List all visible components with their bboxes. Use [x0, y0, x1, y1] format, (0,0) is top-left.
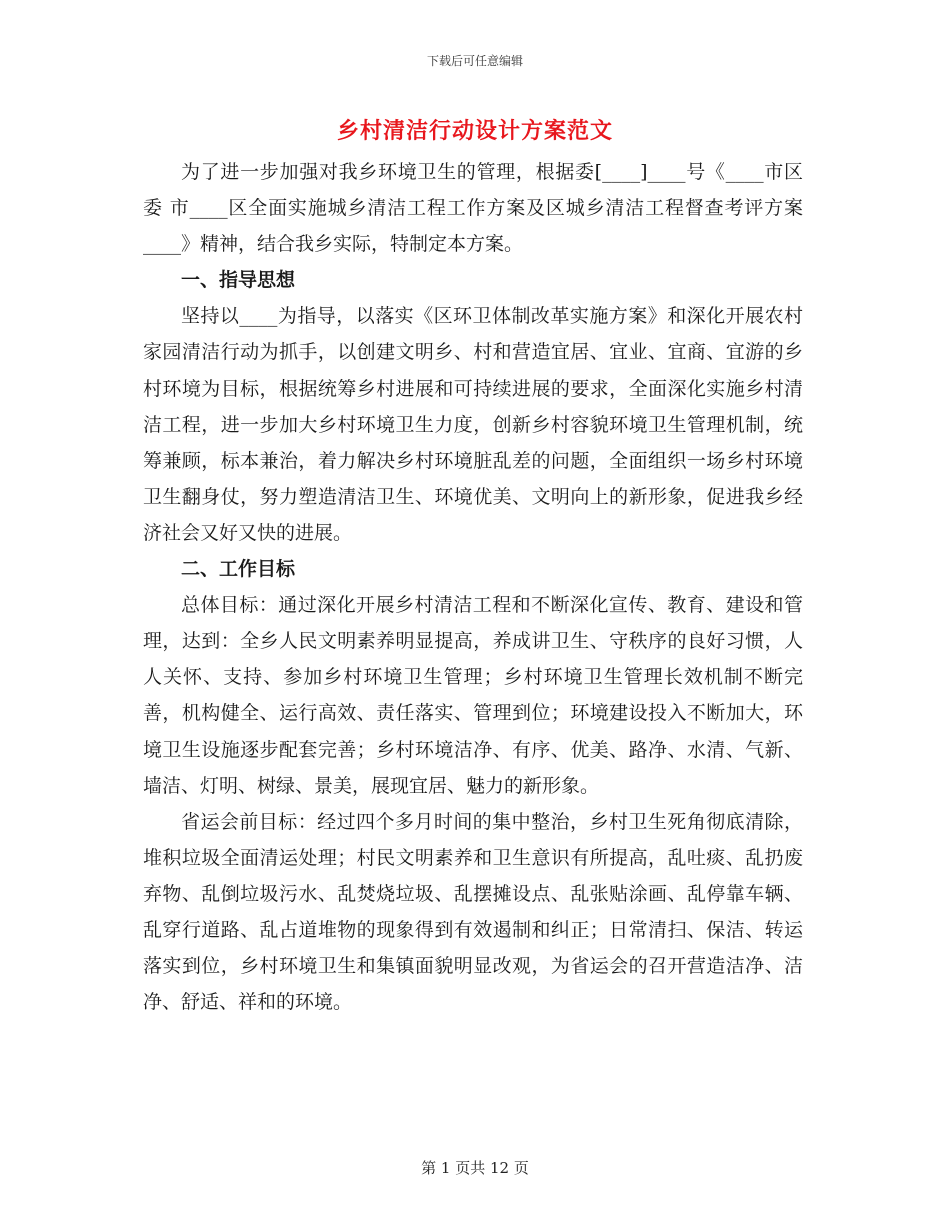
guiding-ideology-paragraph: 坚持以____为指导，以落实《区环卫体制改革实施方案》和深化开展农村家园清洁行动为抓手，以创建文明乡、村和营造宜居、宜业、宜商、宜游的乡村环境为目标，根据统筹乡村进展和可持续进展的要求，全面深化实施乡村清洁工程，进一步加大乡村环境卫生力度，创新乡村容貌环境卫生管理机制，统筹兼顾，标本兼治，着力解决乡村环境脏乱差的问题，全面组织一场乡村环境卫生翻身仗，努力塑造清洁卫生、环境优美、文明向上的新形象，促进我乡经济社会又好又快的进展。: [143, 305, 803, 544]
page-number: 第 1 页共 12 页: [421, 1159, 529, 1177]
page-header-note: 下载后可任意编辑: [426, 54, 523, 68]
overall-goal-paragraph: 总体目标：通过深化开展乡村清洁工程和不断深化宣传、教育、建设和管理，达到：全乡人民文明素养明显提高，养成讲卫生、守秩序的良好习惯，人人关怀、支持、参加乡村环境卫生管理；乡村环境卫生管理长效机制不断完善，机构健全、运行高效、责任落实、管理到位；环境建设投入不断加大，环境卫生设施逐步配套完善；乡村环境洁净、有序、优美、路净、水清、气新、墙洁、灯明、树绿、景美，展现宜居、魅力的新形象。: [143, 594, 803, 797]
document-title: 乡村清洁行动设计方案范文: [336, 118, 613, 144]
intro-paragraph: 为了进一步加强对我乡环境卫生的管理，根据委[____]____号《____市区委 市____区全面实施城乡清洁工程工作方案及区城乡清洁工程督查考评方案____》精神，结合我乡实际，特制定本方案。: [143, 161, 803, 256]
pre-games-goal-paragraph: 省运会前目标：经过四个多月时间的集中整治，乡村卫生死角彻底清除，堆积垃圾全面清运处理；村民文明素养和卫生意识有所提高，乱吐痰、乱扔废弃物、乱倒垃圾污水、乱焚烧垃圾、乱摆摊设点、乱张贴涂画、乱停靠车辆、乱穿行道路、乱占道堆物的现象得到有效遏制和纠正；日常清扫、保洁、转运落实到位，乡村环境卫生和集镇面貌明显改观，为省运会的召开营造洁净、洁净、舒适、祥和的环境。: [143, 810, 803, 1014]
section-heading-work-goals: 二、工作目标: [181, 558, 296, 581]
section-heading-guiding-ideology: 一、指导思想: [181, 269, 296, 292]
document-body: [143, 154, 803, 1020]
